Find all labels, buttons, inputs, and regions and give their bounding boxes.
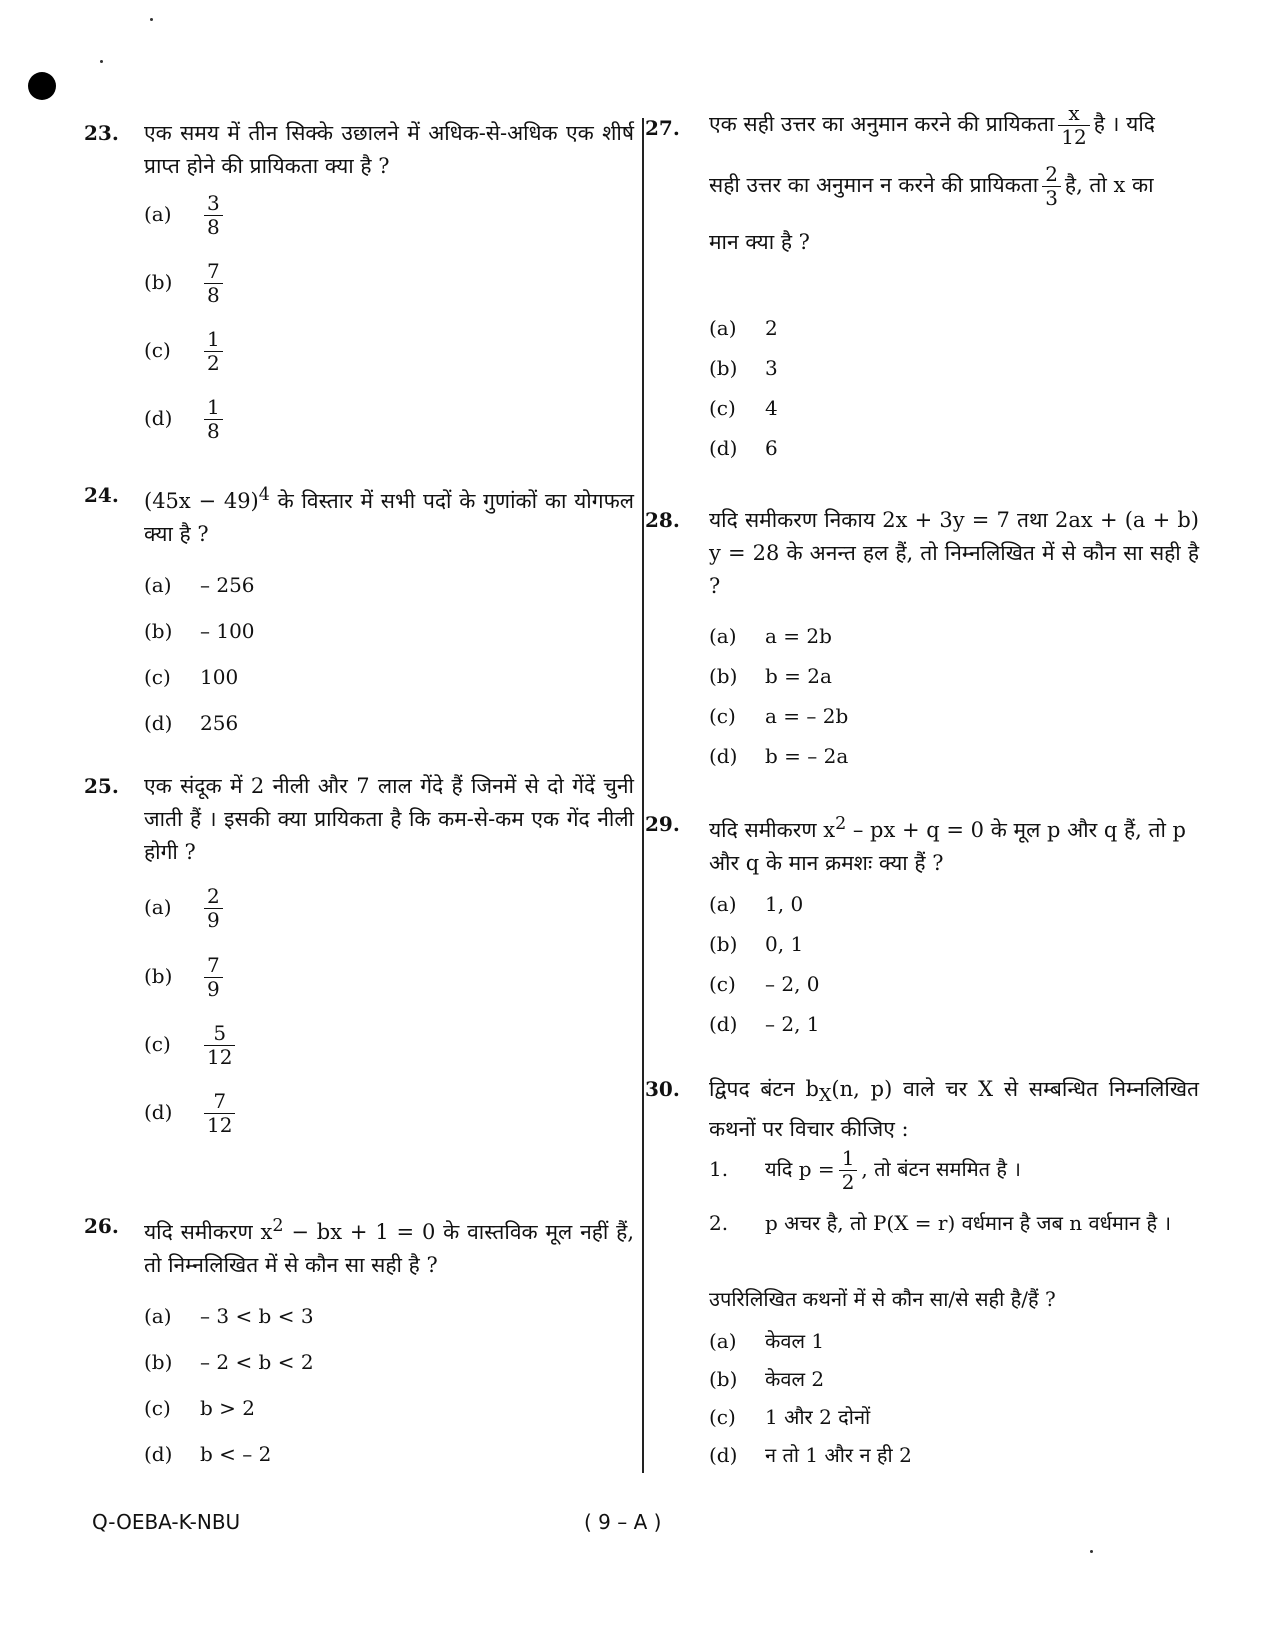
option-b[interactable]: (b) b = 2a (709, 664, 832, 688)
question-text: एक सही उत्तर का अनुमान करने की प्रायिकता $\frac{x}{12}$ है । यदि सही उत्तर का अनुमान न करने की प्रायिकता $\frac{2}{3}$ है, तो x का मान क्या है ? (709, 101, 1155, 254)
option-a[interactable]: (a) 1, 0 (709, 892, 804, 916)
question-number: 25. (84, 774, 119, 798)
question-text: $(45x - 49)^4$ के विस्तार में सभी पदों के गुणांकों का योगफल क्या है ? (144, 485, 634, 546)
question-number: 24. (84, 483, 119, 507)
question-text: यदि समीकरण $x^2$ − bx + 1 = 0 के वास्तविक मूल नहीं हैं, तो निम्नलिखित में से कौन सा सही है ? (144, 1216, 635, 1277)
option-d[interactable]: (d) 6 (709, 436, 778, 460)
fraction: $\frac{1}{8}$ (204, 396, 223, 443)
question-ask: उपरिलिखित कथनों में से कौन सा/से सही है/हैं ? (709, 1287, 1056, 1311)
page-number: ( 9 – A ) (584, 1510, 662, 1534)
fraction: $\frac{7}{9}$ (204, 954, 223, 1001)
option-c[interactable]: (c) – 2, 0 (709, 972, 820, 996)
punch-hole (28, 72, 56, 100)
fraction: $\frac{x}{12}$ (1058, 102, 1089, 149)
column-divider (642, 118, 644, 1473)
option-d[interactable]: (d) $\frac{7}{12}$ (144, 1090, 239, 1137)
option-a[interactable]: (a) – 3 < b < 3 (144, 1304, 314, 1328)
option-c[interactable]: (c) 1 और 2 दोनों (709, 1405, 871, 1429)
question-text: यदि समीकरण निकाय 2x + 3y = 7 तथा 2ax + (a + b) y = 28 के अनन्त हल हैं, तो निम्नलिखित में से कौन सा सही है ? (709, 508, 1199, 598)
scan-speck (150, 18, 153, 21)
option-c[interactable]: (c) a = – 2b (709, 704, 849, 728)
option-b[interactable]: (b) 3 (709, 356, 778, 380)
statement-2: 2. p अचर है, तो P(X = r) वर्धमान है जब n वर्धमान है । (709, 1211, 1172, 1235)
fraction: $\frac{3}{8}$ (204, 192, 223, 239)
option-c[interactable]: (c) 100 (144, 665, 239, 689)
option-b[interactable]: (b) $\frac{7}{8}$ (144, 260, 227, 307)
question-text: यदि समीकरण $x^2$ – px + q = 0 के मूल p और q हैं, तो p और q के मान क्रमशः क्या हैं ? (709, 814, 1186, 875)
fraction: $\frac{5}{12}$ (204, 1022, 235, 1069)
question-text: एक संदूक में 2 नीली और 7 लाल गेंदे हैं जिनमें से दो गेंदें चुनी जाती हैं । इसकी क्या प्रायिकता है कि कम-से-कम एक गेंद नीली होगी ? (144, 774, 634, 864)
booklet-code: Q-OEBA-K-NBU (92, 1510, 241, 1534)
option-c[interactable]: (c) $\frac{5}{12}$ (144, 1022, 239, 1069)
statement-1: 1. यदि p = $\frac{1}{2}$ , तो बंटन सममित है । (709, 1146, 1021, 1194)
option-d[interactable]: (d) – 2, 1 (709, 1012, 820, 1036)
question-number: 29. (645, 812, 680, 836)
fraction: $\frac{2}{9}$ (204, 885, 223, 932)
option-a[interactable]: (a) $\frac{3}{8}$ (144, 192, 227, 239)
option-b[interactable]: (b) – 2 < b < 2 (144, 1350, 314, 1374)
option-b[interactable]: (b) $\frac{7}{9}$ (144, 954, 227, 1001)
scan-speck (100, 60, 103, 63)
option-a[interactable]: (a) 2 (709, 316, 778, 340)
question-number: 27. (645, 116, 680, 140)
option-c[interactable]: (c) b > 2 (144, 1396, 255, 1420)
fraction: $\frac{7}{12}$ (204, 1090, 235, 1137)
question-text: द्विपद बंटन $b_X(n$, p) वाले चर X से सम्बन्धित निम्नलिखित कथनों पर विचार कीजिए : (709, 1077, 1199, 1142)
option-d[interactable]: (d) 256 (144, 711, 239, 735)
fraction: $\frac{2}{3}$ (1042, 163, 1061, 210)
question-number: 26. (84, 1214, 119, 1238)
option-a[interactable]: (a) केवल 1 (709, 1329, 825, 1353)
option-d[interactable]: (d) न तो 1 और न ही 2 (709, 1443, 912, 1467)
option-d[interactable]: (d) b < – 2 (144, 1442, 272, 1466)
option-d[interactable]: (d) b = – 2a (709, 744, 849, 768)
question-number: 23. (84, 121, 119, 145)
option-b[interactable]: (b) 0, 1 (709, 932, 804, 956)
fraction: $\frac{7}{8}$ (204, 260, 223, 307)
option-d[interactable]: (d) $\frac{1}{8}$ (144, 396, 227, 443)
fraction: $\frac{1}{2}$ (204, 328, 223, 375)
option-b[interactable]: (b) केवल 2 (709, 1367, 825, 1391)
option-c[interactable]: (c) $\frac{1}{2}$ (144, 328, 227, 375)
option-a[interactable]: (a) $\frac{2}{9}$ (144, 885, 227, 932)
fraction: $\frac{1}{2}$ (839, 1147, 858, 1194)
option-b[interactable]: (b) – 100 (144, 619, 255, 643)
option-a[interactable]: (a) a = 2b (709, 624, 832, 648)
scan-speck (1090, 1550, 1093, 1553)
question-text: एक समय में तीन सिक्के उछालने में अधिक-से-अधिक एक शीर्ष प्राप्त होने की प्रायिकता क्या है ? (144, 121, 634, 178)
option-a[interactable]: (a) – 256 (144, 573, 255, 597)
question-number: 30. (645, 1077, 680, 1101)
question-number: 28. (645, 508, 680, 532)
option-c[interactable]: (c) 4 (709, 396, 778, 420)
